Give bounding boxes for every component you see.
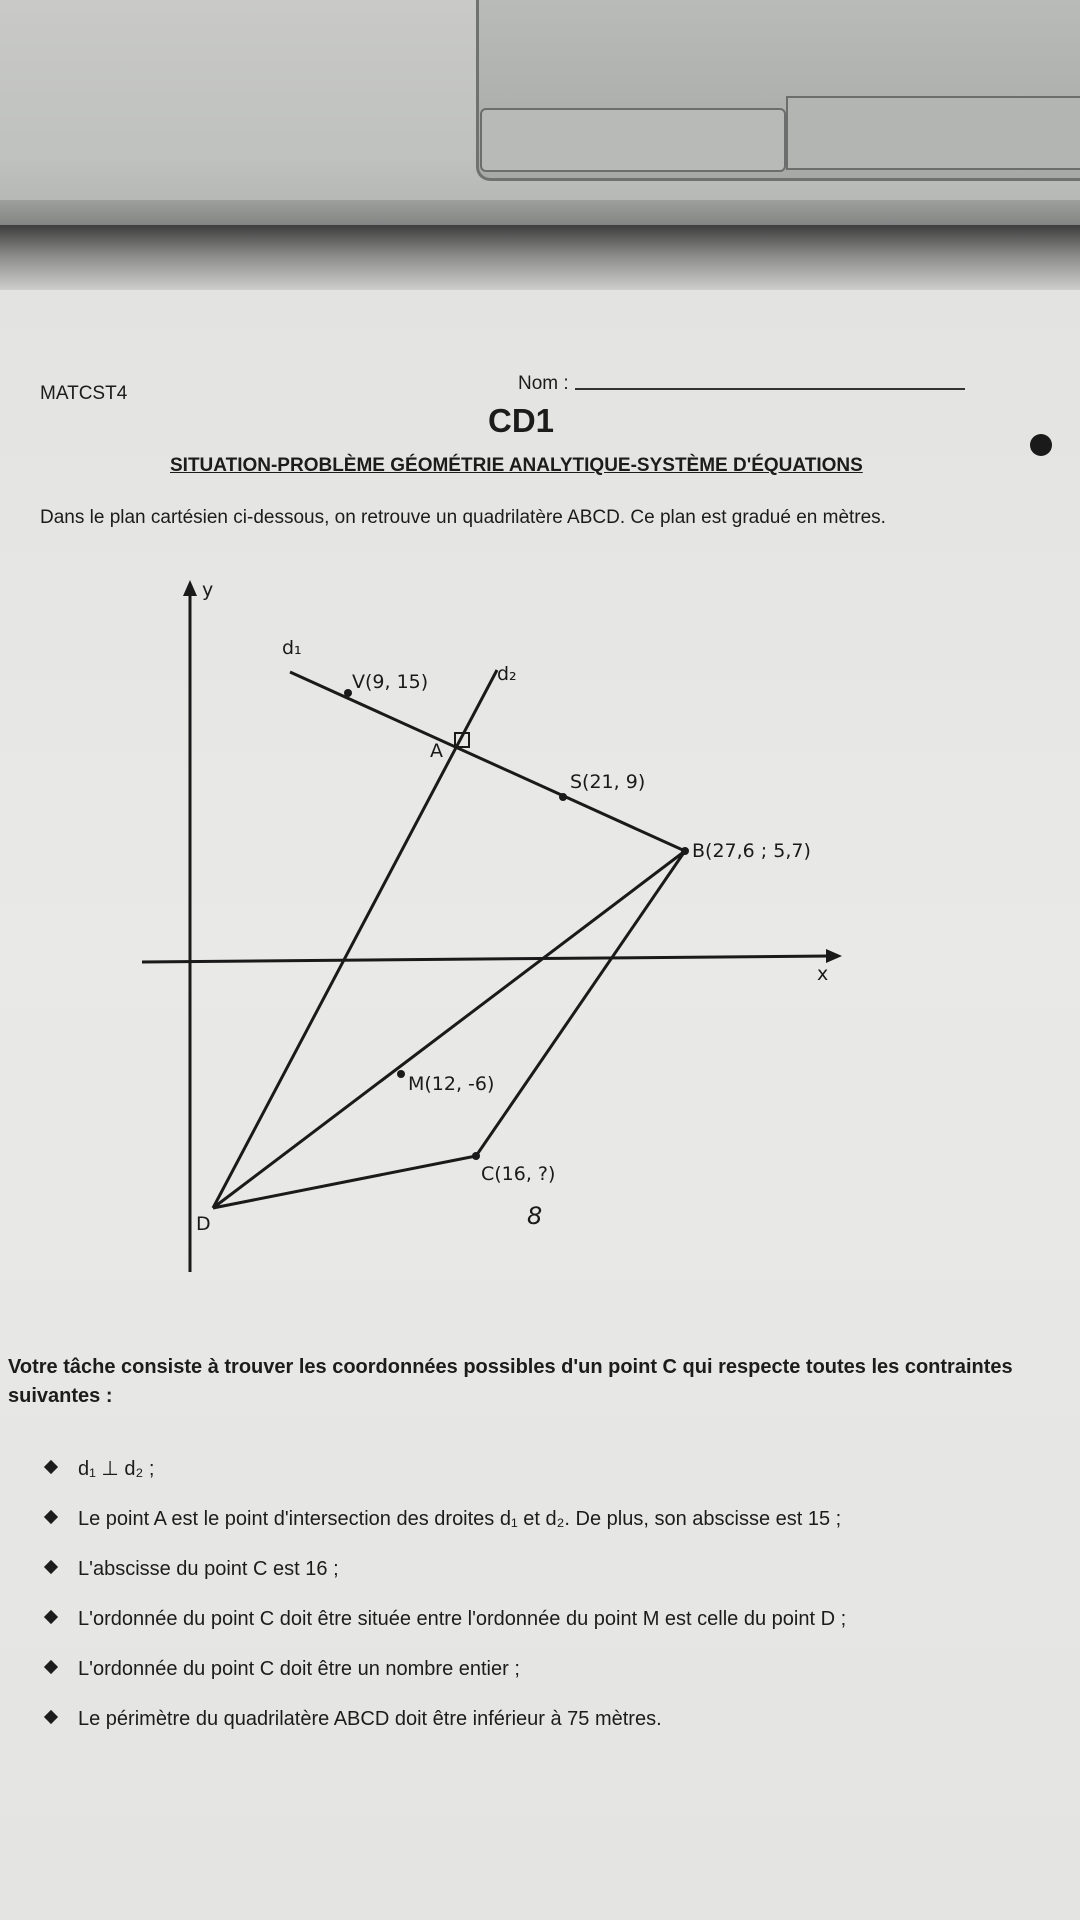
constraint-text: L'ordonnée du point C doit être un nombre entier ;	[78, 1658, 520, 1680]
name-label: Nom :	[518, 373, 569, 394]
intro-text: Dans le plan cartésien ci-dessous, on retrouve un quadrilatère ABCD. Ce plan est gradué en mètres.	[40, 507, 886, 528]
y-axis-arrow	[183, 580, 197, 596]
point-A-label: A	[430, 740, 443, 762]
segment-CB	[476, 851, 685, 1156]
list-item	[40, 1656, 846, 1706]
point-C-label: C(16, ?)	[481, 1163, 556, 1185]
point-M-dot	[397, 1070, 405, 1078]
d2-label: d₂	[497, 663, 517, 685]
constraint-text: Le périmètre du quadrilatère ABCD doit être inférieur à 75 mètres.	[78, 1708, 662, 1730]
list-item	[40, 1456, 846, 1506]
point-C-dot	[472, 1152, 480, 1160]
task-statement: Votre tâche consiste à trouver les coordonnées possibles d'un point C qui respecte toutes les contraintes suivantes :	[8, 1356, 1013, 1407]
diamond-bullet-icon	[44, 1660, 58, 1674]
x-axis-label: x	[817, 963, 829, 985]
point-V-dot	[344, 689, 352, 697]
segment-DC	[213, 1156, 476, 1208]
point-B-dot	[681, 847, 689, 855]
diamond-bullet-icon	[44, 1560, 58, 1574]
diamond-bullet-icon	[44, 1710, 58, 1724]
handwritten-mark: 8	[527, 1202, 543, 1230]
line-d2	[213, 670, 497, 1208]
document-code: CD1	[488, 402, 555, 439]
diamond-bullet-icon	[44, 1610, 58, 1624]
page-title: SITUATION-PROBLÈME GÉOMÉTRIE ANALYTIQUE-SYSTÈME D'ÉQUATIONS	[170, 455, 863, 476]
course-code: MATCST4	[40, 383, 128, 404]
d1-label: d₁	[282, 637, 302, 659]
point-V-label: V(9, 15)	[352, 671, 429, 693]
constraint-text: L'abscisse du point C est 16 ;	[78, 1558, 339, 1580]
point-S-dot	[559, 793, 567, 801]
list-item	[40, 1506, 846, 1556]
x-axis	[142, 956, 830, 962]
point-B-label: B(27,6 ; 5,7)	[692, 840, 811, 862]
constraint-text: d₁ ⊥ d₂ ;	[78, 1458, 155, 1480]
point-D-label: D	[196, 1213, 211, 1235]
diamond-bullet-icon	[44, 1460, 58, 1474]
list-item	[40, 1606, 846, 1656]
constraint-text: L'ordonnée du point C doit être située entre l'ordonnée du point M est celle du point D ;	[78, 1608, 847, 1630]
point-S-label: S(21, 9)	[570, 771, 646, 793]
list-item	[40, 1706, 846, 1756]
constraint-text: Le point A est le point d'intersection des droites d₁ et d₂. De plus, son abscisse est 15 ;	[78, 1508, 842, 1530]
line-d1	[290, 672, 685, 851]
constraints-list	[40, 1456, 846, 1756]
x-axis-arrow	[826, 949, 842, 963]
segment-DB	[213, 851, 685, 1208]
diamond-bullet-icon	[44, 1510, 58, 1524]
point-M-label: M(12, -6)	[408, 1073, 495, 1095]
list-item	[40, 1556, 846, 1606]
y-axis-label: y	[202, 579, 214, 601]
